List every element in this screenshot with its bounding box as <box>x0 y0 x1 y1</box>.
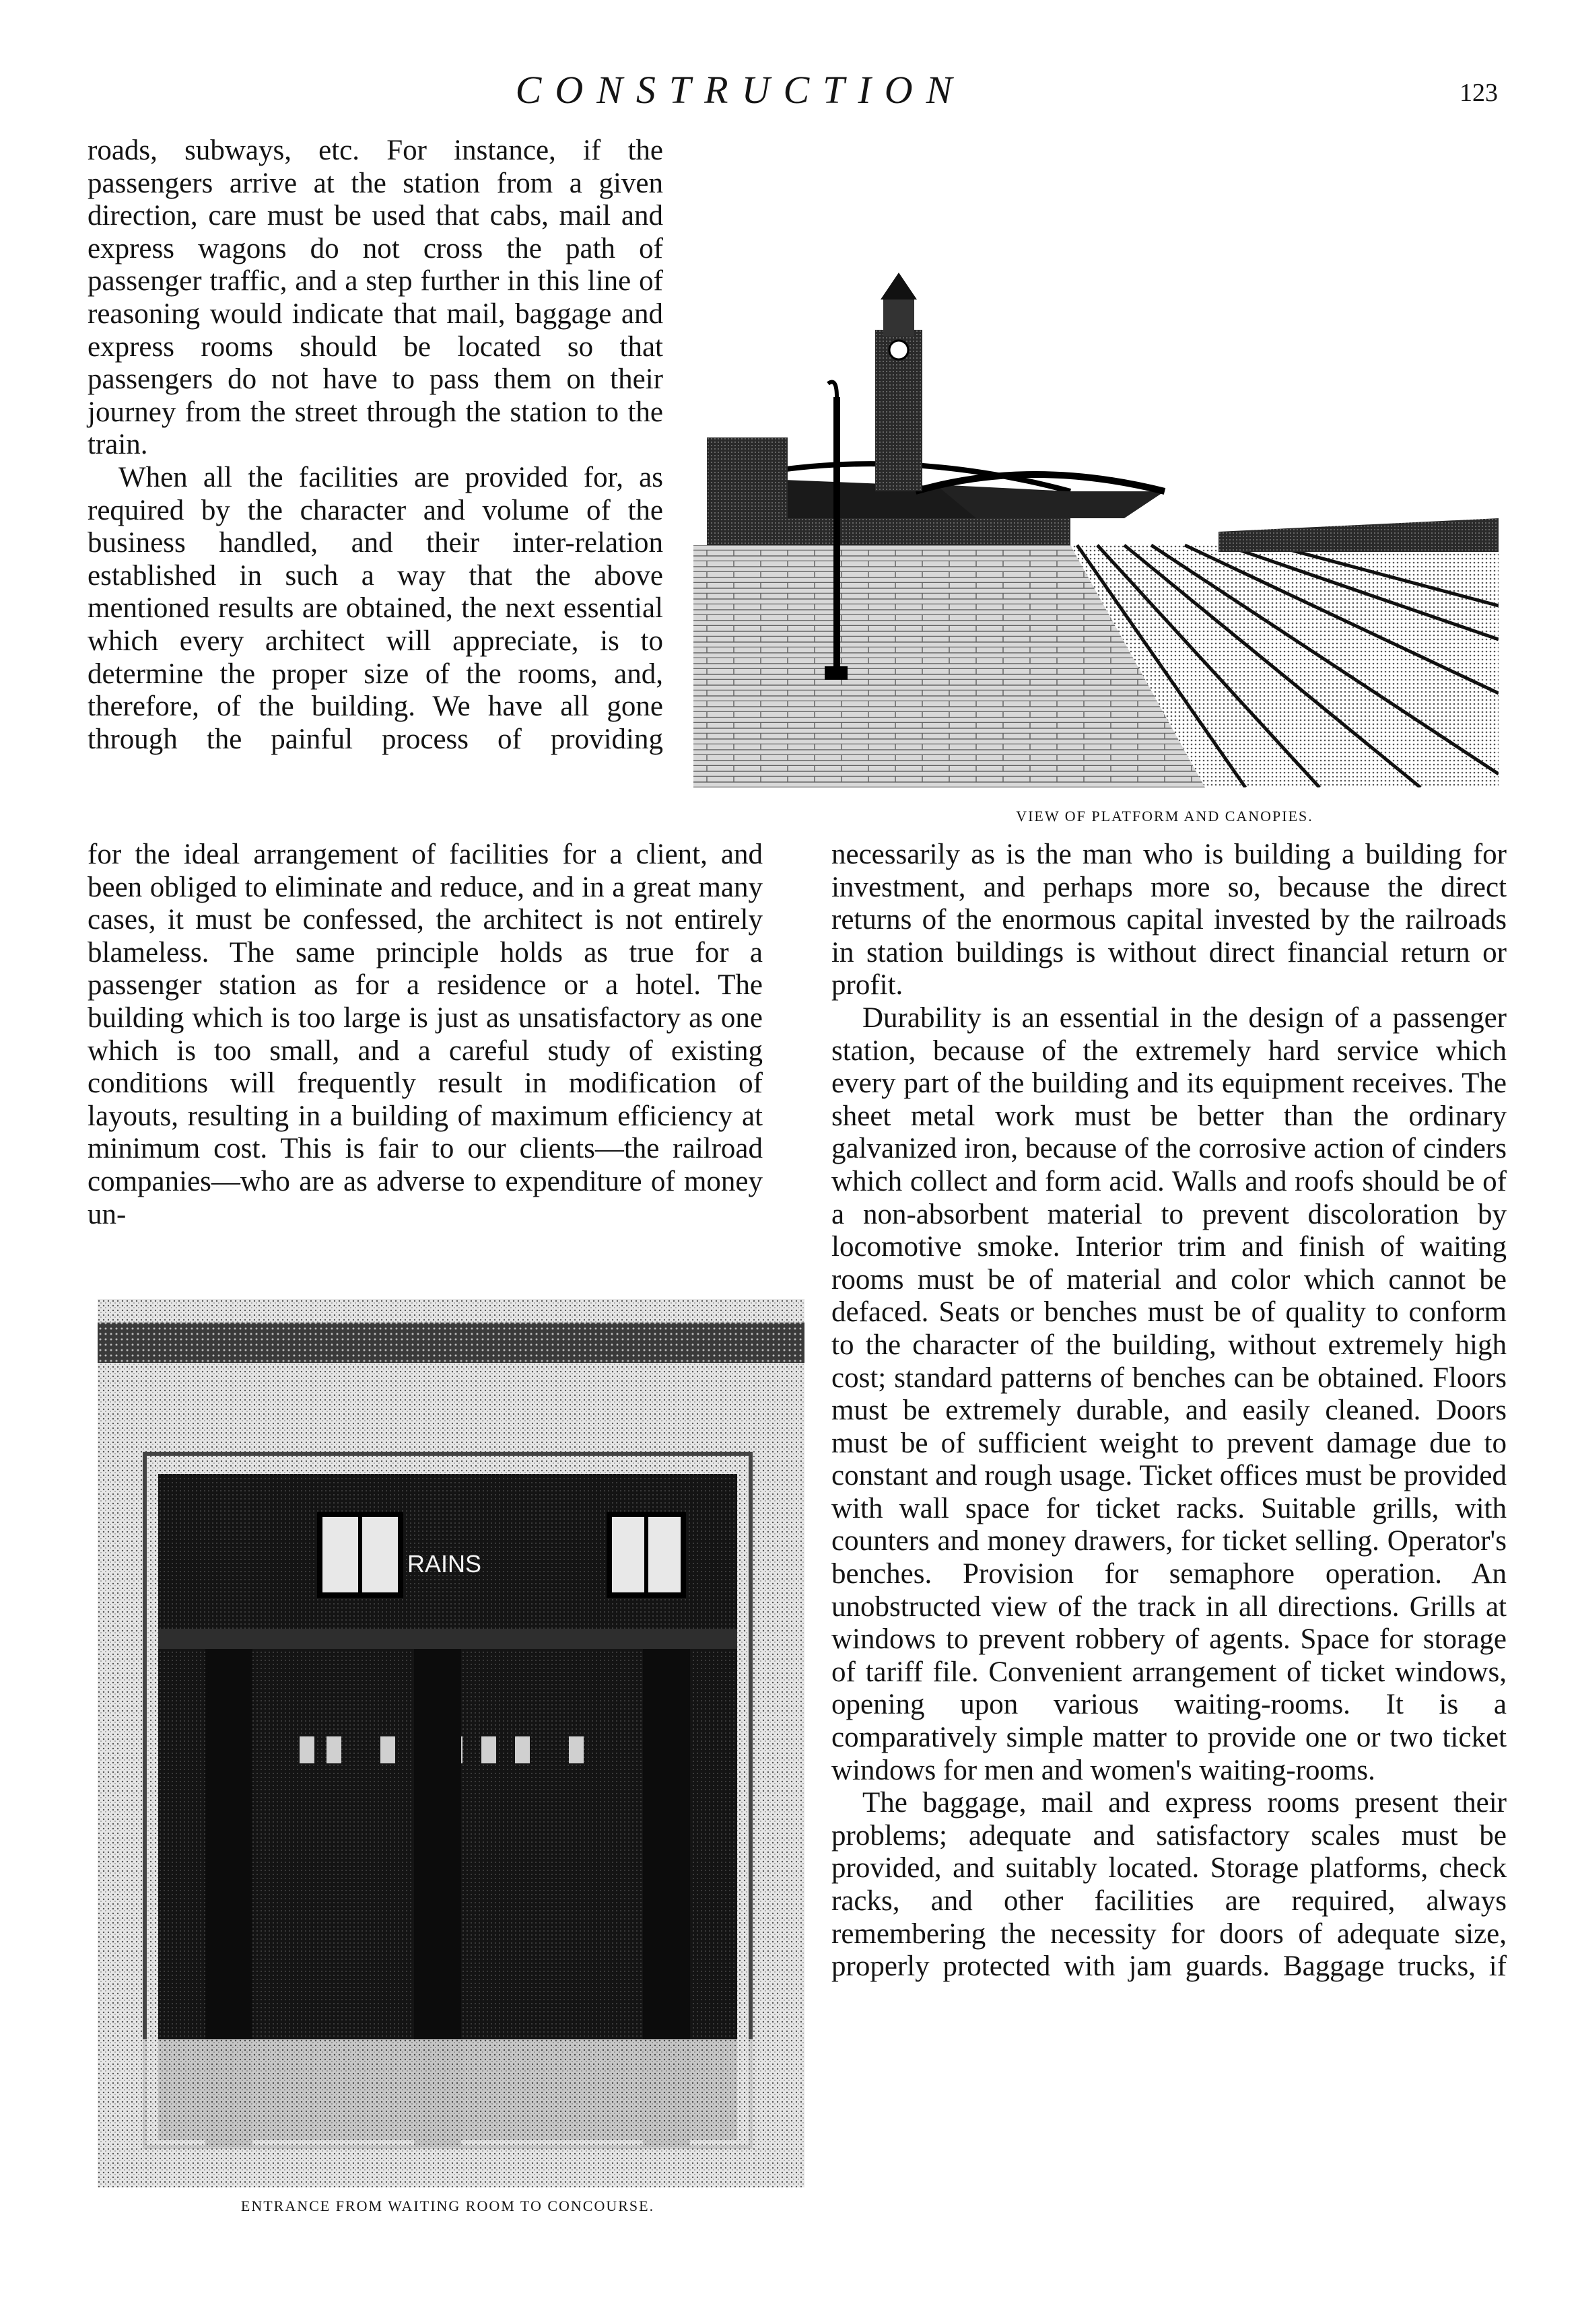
page-header-title: CONSTRUCTION <box>515 68 966 112</box>
page-number: 123 <box>1460 79 1498 107</box>
left-column-lower <box>88 839 763 1231</box>
paragraph: Durability is an essential in the design of a passenger station, because of the extremely hard service which every part of the building and its equipment receives. The sheet metal work must be better than the ordinary galvanized iron, because of the corrosive action of cinders which collect and form acid. Walls and roofs should be of a non-absorbent material to prevent discoloration by locomotive smoke. Interior trim and finish of waiting rooms must be of material and color which cannot be defaced. Seats or benches must be of quality to conform to the character of the building, without extremely high cost; standard patterns of benches can be obtained. Floors must be extremely durable, and easily cleaned. Doors must be of sufficient weight to prevent damage due to constant and rough usage. Ticket offices must be provided with wall space for ticket racks. Suitable grills, with counters and money drawers, for ticket selling. Operator's benches. Provision for semaphore operation. An unobstructed view of the track in all directions. Grills at windows to prevent robbery of agents. Space for storage of tariff file. Convenient arrangement of ticket windows, opening upon various waiting-rooms. It is a comparatively simple matter to provide one or two ticket windows for men and women's waiting-rooms. <box>831 1001 1507 1786</box>
paragraph: for the ideal arrangement of facilities for a client, and been obliged to eliminate and reduce, and in a great many cases, it must be confessed, the architect is not entirely blameless. The same principle holds as true for a passenger station as for a residence or a hotel. The building which is too large is just as unsatisfactory as one which is too small, and a careful study of existing conditions will frequently result in modification of layouts, resulting in a building of maximum efficiency at minimum cost. This is fair to our clients—the railroad companies—who are as adverse to expenditure of money un- <box>88 839 763 1230</box>
left-column-upper <box>88 135 663 756</box>
entrance-photo <box>98 1299 804 2187</box>
entrance-photo-caption: ENTRANCE FROM WAITING ROOM TO CONCOURSE. <box>240 2197 655 2214</box>
paragraph: necessarily as is the man who is building a building for investment, and perhaps more so, because the direct returns of the enormous capital invested by the railroads in station buildings is without direct financial return or profit. <box>831 839 1507 1001</box>
paragraph: The baggage, mail and express rooms present their problems; adequate and satisfactory scales must be provided, and suitably located. Storage platforms, check racks, and other facilities are required, always remembering the necessity for doors of adequate size, properly protected with jam guards. Baggage trucks, if <box>831 1787 1507 1983</box>
paragraph: roads, subways, etc. For instance, if the passengers arrive at the station from a given direction, care must be used that cabs, mail and express wagons do not cross the path of passenger traffic, and a step further in this line of reasoning would indicate that mail, baggage and express rooms should be located so that passengers do not have to pass them on their journey from the street through the station to the train. <box>88 135 663 461</box>
platform-photo-caption: VIEW OF PLATFORM AND CANOPIES. <box>1016 808 1313 824</box>
platform-photo <box>693 141 1499 787</box>
paragraph: When all the facilities are provided for, as required by the character and volume of the business handled, and their inter-relation established in such a way that the above mentioned results are obtained, the next essential which every architect will appreciate, is to determine the proper size of the rooms, and, therefore, of the building. We have all gone through the painful process of providing <box>88 461 663 755</box>
entrance-sign-text: RAINS <box>407 1550 482 1578</box>
right-column <box>831 839 1507 1983</box>
